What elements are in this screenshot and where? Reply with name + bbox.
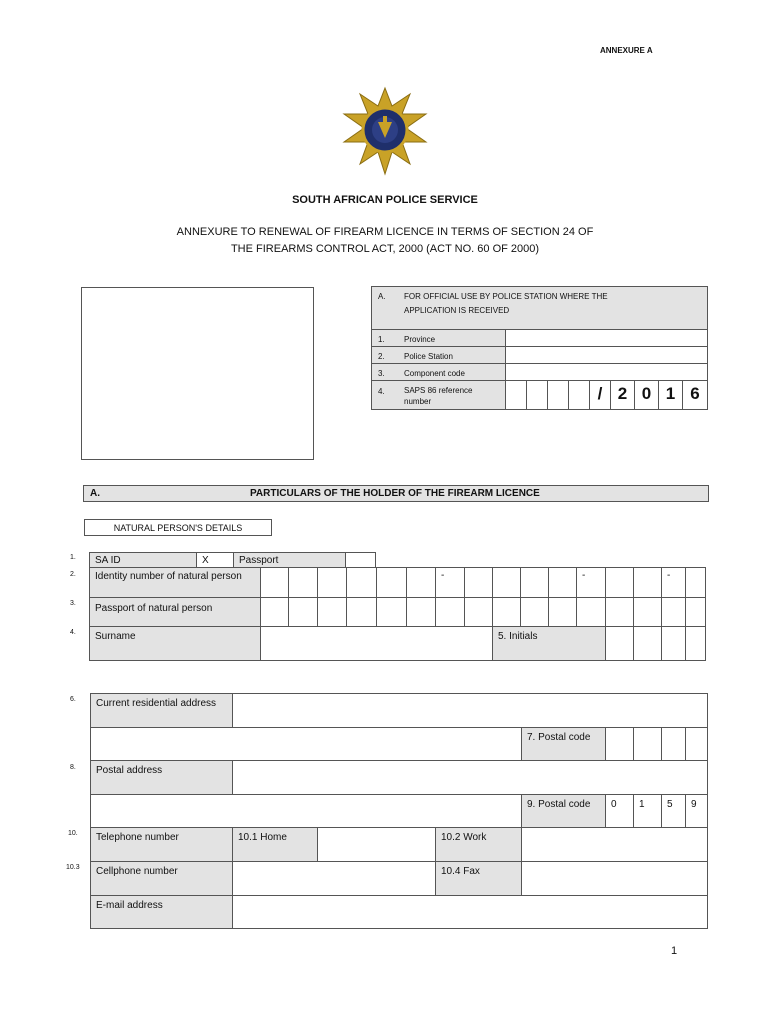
official-row-label: Component code [404, 369, 465, 378]
passport-mark[interactable] [345, 552, 376, 568]
home-phone-input[interactable] [317, 827, 436, 862]
official-row-component-code [371, 363, 506, 381]
postal-code-7-label: 7. Postal code [521, 727, 606, 761]
badge-icon [340, 86, 430, 176]
cellphone-label: Cellphone number [90, 861, 233, 896]
province-input[interactable] [505, 329, 708, 347]
residential-address-line2[interactable] [90, 727, 522, 761]
official-row-label: SAPS 86 reference number [404, 386, 473, 406]
telephone-label: Telephone number [90, 827, 233, 862]
official-row-saps86 [371, 380, 506, 410]
row-number: 10. [68, 830, 78, 837]
id-number-label: Identity number of natural person [89, 567, 261, 598]
natural-person-title: NATURAL PERSON'S DETAILS [84, 519, 272, 536]
postal-code-digit[interactable]: 9 [685, 794, 708, 828]
surname-label: Surname [89, 626, 261, 661]
official-use-line2: APPLICATION IS RECEIVED [404, 306, 510, 315]
residential-address-input[interactable] [232, 693, 708, 728]
id-digit-box[interactable] [376, 567, 407, 598]
row-number: 10.3 [66, 864, 80, 871]
passport-digit-box[interactable] [633, 597, 662, 627]
initials-box[interactable] [685, 626, 706, 661]
postal-code-box[interactable] [633, 727, 662, 761]
ref-digit-box[interactable] [526, 380, 548, 410]
ref-year-digit: 0 [634, 380, 659, 410]
id-digit-box[interactable] [346, 567, 377, 598]
id-digit-box[interactable] [406, 567, 436, 598]
passport-number-label: Passport of natural person [89, 597, 261, 627]
passport-digit-box[interactable] [492, 597, 521, 627]
passport-digit-box[interactable] [605, 597, 634, 627]
passport-digit-box[interactable] [548, 597, 577, 627]
id-digit-box[interactable] [464, 567, 493, 598]
row-number: 8. [70, 764, 76, 771]
id-digit-box[interactable] [685, 567, 706, 598]
row-number: 6. [70, 696, 76, 703]
passport-digit-box[interactable] [260, 597, 289, 627]
postal-code-digit[interactable]: 5 [661, 794, 686, 828]
work-phone-label: 10.2 Work [435, 827, 522, 862]
component-code-input[interactable] [505, 363, 708, 381]
passport-digit-box[interactable] [661, 597, 686, 627]
initials-box[interactable] [605, 626, 634, 661]
official-use-line1: FOR OFFICIAL USE BY POLICE STATION WHERE THE [404, 292, 608, 301]
initials-box[interactable] [661, 626, 686, 661]
postal-code-box[interactable] [605, 727, 634, 761]
postal-code-box[interactable] [685, 727, 708, 761]
section-a-label: A. [90, 488, 100, 499]
postal-code-box[interactable] [661, 727, 686, 761]
passport-digit-box[interactable] [435, 597, 465, 627]
passport-option[interactable]: Passport [233, 552, 346, 568]
postal-code-9-label: 9. Postal code [521, 794, 606, 828]
postal-code-digit[interactable]: 0 [605, 794, 634, 828]
id-digit-box[interactable] [260, 567, 289, 598]
surname-input[interactable] [260, 626, 493, 661]
passport-digit-box[interactable] [288, 597, 318, 627]
fax-input[interactable] [521, 861, 708, 896]
official-row-num: 3. [378, 369, 385, 378]
residential-address-label: Current residential address [90, 693, 233, 728]
page-number: 1 [671, 945, 678, 957]
id-digit-box[interactable] [548, 567, 577, 598]
id-separator: - [576, 567, 606, 598]
police-station-input[interactable] [505, 346, 708, 364]
row-number: 1. [70, 554, 76, 561]
ref-year-digit: 1 [658, 380, 683, 410]
passport-digit-box[interactable] [317, 597, 347, 627]
passport-digit-box[interactable] [520, 597, 549, 627]
annexure-label: ANNEXURE A [600, 46, 653, 55]
email-input[interactable] [232, 895, 708, 929]
org-title: SOUTH AFRICAN POLICE SERVICE [292, 194, 478, 206]
row-number: 3. [70, 600, 76, 607]
passport-digit-box[interactable] [576, 597, 606, 627]
id-separator: - [661, 567, 686, 598]
passport-digit-box[interactable] [406, 597, 436, 627]
work-phone-input[interactable] [521, 827, 708, 862]
title-line-1: ANNEXURE TO RENEWAL OF FIREARM LICENCE IN TERMS OF SECTION 24 OF [176, 226, 594, 238]
id-digit-box[interactable] [317, 567, 347, 598]
official-row-label: Province [404, 335, 436, 344]
official-use-header [371, 286, 708, 330]
initials-label: 5. Initials [492, 626, 606, 661]
row-number: 2. [70, 571, 76, 578]
passport-digit-box[interactable] [376, 597, 407, 627]
cellphone-input[interactable] [232, 861, 436, 896]
id-digit-box[interactable] [492, 567, 521, 598]
ref-digit-box[interactable] [547, 380, 569, 410]
sa-id-mark[interactable]: X [196, 552, 234, 568]
passport-digit-box[interactable] [464, 597, 493, 627]
saps-emblem [340, 86, 430, 176]
row-number: 4. [70, 629, 76, 636]
official-row-province [371, 329, 506, 347]
official-row-label: Police Station [404, 352, 453, 361]
passport-digit-box[interactable] [346, 597, 377, 627]
home-phone-label: 10.1 Home [232, 827, 318, 862]
postal-address-label: Postal address [90, 760, 233, 795]
title-line-2: THE FIREARMS CONTROL ACT, 2000 (ACT NO. 60 OF 2000) [230, 243, 540, 255]
official-row-num: 2. [378, 352, 385, 361]
ref-digit-box[interactable] [568, 380, 590, 410]
sa-id-option[interactable]: SA ID [89, 552, 197, 568]
photo-box[interactable] [81, 287, 314, 460]
official-row-num: 1. [378, 335, 385, 344]
official-use-letter: A. [378, 292, 386, 301]
initials-box[interactable] [633, 626, 662, 661]
ref-digit-box[interactable] [505, 380, 527, 410]
official-row-police-station [371, 346, 506, 364]
ref-year-digit: 2 [610, 380, 635, 410]
id-separator: - [435, 567, 465, 598]
section-a-bar [83, 485, 709, 502]
postal-address-input[interactable] [232, 760, 708, 795]
id-digit-box[interactable] [633, 567, 662, 598]
section-a-title: PARTICULARS OF THE HOLDER OF THE FIREARM LICENCE [250, 488, 540, 499]
passport-digit-box[interactable] [685, 597, 706, 627]
id-digit-box[interactable] [605, 567, 634, 598]
id-digit-box[interactable] [520, 567, 549, 598]
official-row-num: 4. [378, 387, 385, 396]
id-digit-box[interactable] [288, 567, 318, 598]
email-label: E-mail address [90, 895, 233, 929]
postal-address-line2[interactable] [90, 794, 522, 828]
postal-code-digit[interactable]: 1 [633, 794, 662, 828]
ref-year-digit: 6 [682, 380, 708, 410]
ref-slash: / [589, 380, 611, 410]
fax-label: 10.4 Fax [435, 861, 522, 896]
